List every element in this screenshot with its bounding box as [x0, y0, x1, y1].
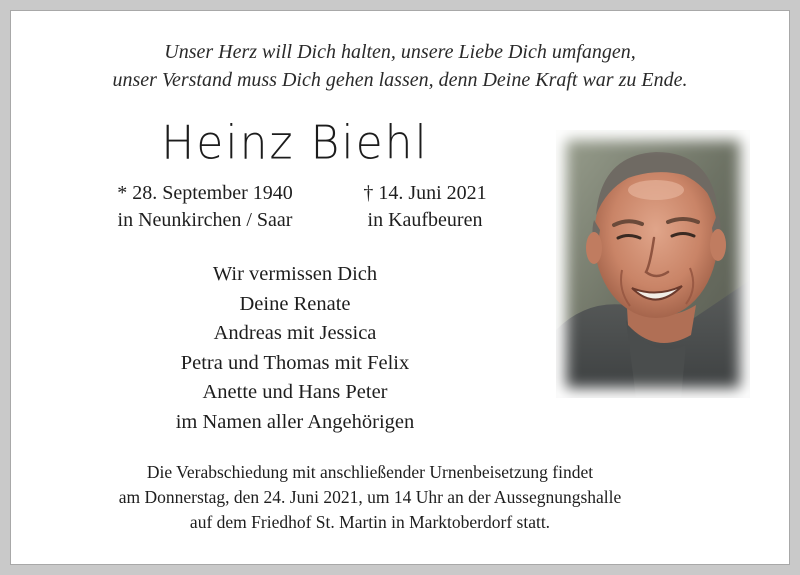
- motto-line-2: unser Verstand muss Dich gehen lassen, denn Deine Kraft war zu Ende.: [112, 69, 688, 91]
- mourner-line: Deine Renate: [239, 292, 351, 315]
- death-info: [340, 180, 510, 234]
- death-date: † 14. Juni 2021: [363, 182, 487, 204]
- portrait-photo: [556, 130, 750, 398]
- mourner-line: Anette und Hans Peter: [202, 381, 388, 403]
- deceased-name: Heinz Biehl: [161, 116, 429, 171]
- motto-line-1: Unser Herz will Dich halten, unsere Liebe Dich umfangen,: [164, 41, 636, 63]
- birth-info: [90, 180, 320, 234]
- funeral-notice: [80, 460, 660, 535]
- photo-vignette: [556, 130, 750, 398]
- birth-place: in Neunkirchen / Saar: [117, 209, 293, 231]
- mourner-line: Wir vermissen Dich: [212, 263, 378, 285]
- notice-line: am Donnerstag, den 24. Juni 2021, um 14 Uhr an der Aussegnungshalle: [118, 487, 622, 507]
- mourners-list: [130, 260, 460, 437]
- mourner-line: Petra und Thomas mit Felix: [180, 351, 410, 374]
- birth-date: * 28. September 1940: [117, 182, 293, 204]
- mourner-line: Andreas mit Jessica: [213, 322, 377, 344]
- motto-verse: [0, 38, 800, 94]
- notice-line: Die Verabschiedung mit anschließender Urnenbeisetzung findet: [146, 462, 594, 482]
- mourner-line: im Namen aller Angehörigen: [175, 410, 415, 433]
- notice-line: auf dem Friedhof St. Martin in Marktoberdorf statt.: [189, 512, 551, 532]
- death-place: in Kaufbeuren: [367, 209, 483, 231]
